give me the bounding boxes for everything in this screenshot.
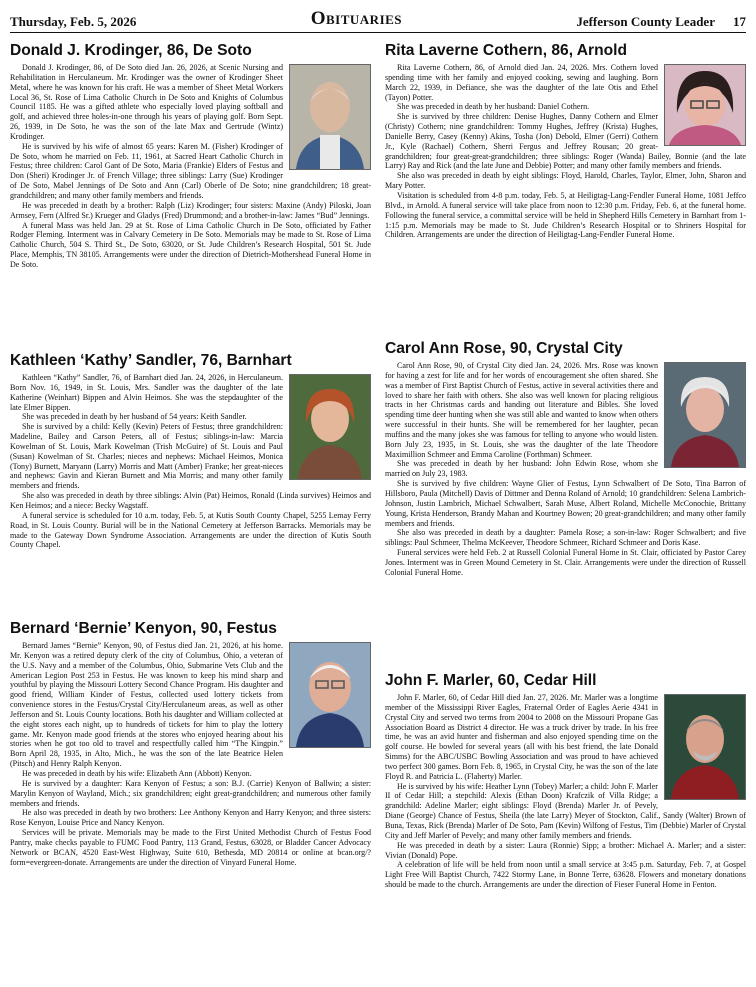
- portrait-photo: [289, 642, 371, 748]
- obituary-paragraph: She also was preceded in death by three siblings: Alvin (Pat) Heimos, Ronald (Linda survives) Heimos and Ken Heimos; and a niece: Becky Wagstaff.: [10, 491, 371, 510]
- obituary-body: [385, 361, 746, 578]
- obituary-paragraph: He is survived by his wife of almost 65 years: Karen M. (Fisher) Krodinger of De Soto, whom he married on Feb. 11, 1961, at Sacred Heart Catholic Church in Festus; three children: Carol Gant of De Soto, Maria (Frankie) Elders of Festus and Don (Sheri) Krodinger Jr. of French Village; three siblings: Larry (Sue) Krodinger of De Soto, Mabel Jennings of De Soto and Ann (Carl) Oberle of De Soto; nine grandchildren; 18 great-grandchildren; and many other family members and friends.: [10, 141, 371, 200]
- obituary-paragraph: She is survived by five children: Wayne Glier of Festus, Lynn Schwalbert of De Soto, Tina Barron of Hillsboro, Paula (Mitchell) Davis of Dittmer and Denna Roland of Arnold; 10 grandchildren: Selena Lambrich-Johnson, Justin Lambrich, Michael Schwalbert, Sarah Muse, Albert Roland, Michelle McConochie, Brittany Young, Krista Henderson, Brandy Mahan and Kourtney Bowen; 20 great-grandchildren; and many other family members and friends.: [385, 479, 746, 528]
- obituary-paragraph: Visitation is scheduled from 4-8 p.m. today, Feb. 5, at Heiligtag-Lang-Fendler Funeral Home, 1081 Jeffco Blvd., in Arnold. A funeral service will take place from noon to 12:30 p.m. Friday, Feb. 6, at the funeral home. Following the funeral service, a committal service will be held in Shepherd Hills Cemetery in Barnhart from 1-1:15 p.m. Memorials may be made to St. Jude Children’s Research Hospital or to Shriners Hospital for Children. Arrangements are under the direction of Heiligtag-Lang-Fendler Funeral Home.: [385, 190, 746, 240]
- obituary-paragraph: Funeral services were held Feb. 2 at Russell Colonial Funeral Home in St. Clair, officiated by Pastor Carey Jones. Interment was in Green Mound Cemetery in St. Clair. Arrangements were under the direction of Russell Colonial Funeral Home.: [385, 548, 746, 577]
- obituary-paragraph: He also was preceded in death by two brothers: Lee Anthony Kenyon and Harry Kenyon; and three sisters: Rose Kenyon, Louise Price and Nancy Kenyon.: [10, 808, 371, 828]
- obituary-body: [385, 693, 746, 890]
- obituary-paragraph: She is survived by a child: Kelly (Kevin) Peters of Festus; three grandchildren: Madeline, Bailey and Carson Peters, all of Festus; siblings-in-law: Marcia Kowelman of St. Louis, Mark Kowelman (Trish McGuire) of St. Louis and Paul (Susan) Kowelman of St. Charles; nieces and nephews: Michael Heimos, Monica (Tony) Burnett, Maryann (Larry) Morris and Matt (Amber) Franke; her great-nieces and nephews: Gavin and Kieran Burnett and Mia Morris; and many other family members and friends.: [10, 422, 283, 491]
- obituary-paragraph: A celebration of life will be held from noon until a small service at 3:45 p.m. Saturday, Feb. 7, at Gospel Light Free Will Baptist Church, 7422 Stormy Lane, in Bonne Terre, 63628. Flowers and monetary donations should be made to the church. Arrangements are under the direction of Fieser Funeral Home in Fenton.: [385, 860, 746, 890]
- obituary-paragraph: Bernard James “Bernie” Kenyon, 90, of Festus died Jan. 21, 2026, at his home. Mr. Kenyon was a retired deputy clerk of the city of Columbus, Ohio, a veteran of the U.S. Navy and a member of the Columbus, Ohio, Submarine Vets Club and the American Legion Post 253 in Festus. He was known to keep his mind sharp and youthful by playing the Missouri Lottery Second Chance Program. His daughter and good friend, William Kinder of Festus, collected used lottery tickets from convenience stores in the Festus/Crystal City/Herculaneum areas, as well as other Jefferson and St. Louis County locations. Both his daughter and William collected at the eight stores each night, up to hundreds of tickets for him to play the lottery game. Mr. Kenyon made good friends at the stores who enjoyed hearing about his stories when he got too old to travel and respectfully called him “The Kingpin.” Born April 28, 1935, in Alto, Mich., he was the son of the late Beatrice Helen (Pitsch) and Henry Ralph Kenyon.: [10, 641, 283, 769]
- portrait-photo: [664, 362, 746, 468]
- obituary-headline: Bernard ‘Bernie’ Kenyon, 90, Festus: [10, 620, 277, 637]
- obituary-paragraph: Donald J. Krodinger, 86, of De Soto died Jan. 26, 2026, at Scenic Nursing and Rehabilitation in Herculaneum. Mr. Krodinger was the owner of Krodinger Sheet Metal, where he was known for his craft. He was a member of Sheet Metal Workers Local 36, St. Rose of Lima Catholic Church in De Soto and Knights of Columbus Council 1185. He was a gifted athlete who especially loved playing softball and golf, and achieved three holes-in-one through his years of playing golf. Born Sept. 26, 1939, in De Soto, he was the son of the late Max and Gertrude (Wintz) Krodinger.: [10, 63, 283, 141]
- obituary-headline: John F. Marler, 60, Cedar Hill: [385, 672, 597, 689]
- obituary-body: [10, 373, 371, 550]
- obituary-sandler: [10, 351, 371, 613]
- obituary-paragraph: A funeral service is scheduled for 10 a.m. today, Feb. 5, at Kutis South County Chapel, 5255 Lemay Ferry Road, in St. Louis County. Burial will be in the National Cemetery at Jefferson Barracks. Memorials may be made to the Gateway Down Syndrome Association. Arrangements are under the direction of Kutis South County Chapel.: [10, 510, 371, 550]
- obituary-paragraph: She was preceded in death by her husband: Daniel Cothern.: [397, 102, 590, 112]
- issue-date: Thursday, Feb. 5, 2026: [10, 14, 137, 29]
- obituary-cothern: [385, 41, 746, 335]
- obituary-headline: Donald J. Krodinger, 86, De Soto: [10, 42, 252, 59]
- obituary-paragraph: He is survived by a daughter: Kara Kenyon of Festus; a son: B.J. (Carrie) Kenyon of Ballwin; a sister: Marylin Kenyon of Wayland, Mich.; six grandchildren; eight great-grandchildren; and numerous other family members and friends.: [10, 778, 371, 808]
- obituary-paragraph: Carol Ann Rose, 90, of Crystal City died Jan. 24, 2026. Mrs. Rose was known for having a zest for life and for her words of encouragement she often shared. She was a member of First Baptist Church of Festus, active in several activities there and loved to share her faith with others. She also was well known for placing religious tracts in her Christmas cards and handing out literature and Bibles. She loved spending time deer hunting when she was still able and wanted to know when others were successful in their hunts. She will be remembered for her laughter, pecan muffins and the many jokes she was famous for telling to anyone who would listen. Born July 23, 1935, in St. Louis, she was the daughter of the late Theodore Maximillion Schmeer and Emma Caroline (Forthman) Schmeer.: [385, 361, 658, 459]
- obituary-paragraph: He is survived by his wife: Heather Lynn (Tobey) Marler; a child: John F. Marler II of Cedar Hill; a stepchild: Alexis (Ethan Doon) Krafczik of Villa Ridge; a grandchild: Adeline Marler; eight siblings: Floyd (Brenda) Marler Jr. of Pevely, Diane (George) Chance of Festus, Sheila (the late Larry) Meyer of Stockton, Calif., Sandy (Walter) Brown of Buna, Texas, Rick (Brenda) Marler of De Soto, Pam (Kevin) Wilfong of Festus, Tim (Debbie) Marler of Crystal City and Jeff Marler of Pevely; and many other family members and friends.: [385, 781, 746, 840]
- obituary-paragraph: She also was preceded in death by eight siblings: Floyd, Harold, Charles, Taylor, Elmer, John, Sharon and Mary Potter.: [385, 171, 746, 191]
- right-column: [385, 41, 746, 983]
- obituary-body: [385, 63, 746, 240]
- header-right: [576, 14, 746, 30]
- obituary-rose: [385, 339, 746, 661]
- obituary-paragraph: Rita Laverne Cothern, 86, of Arnold died Jan. 24, 2026. Mrs. Cothern loved spending time with her family and enjoyed cooking, sewing and laughing. Born March 22, 1939, in Defiance, she was the daughter of the late Otis and Ethel (Tayon) Potter.: [385, 63, 658, 102]
- portrait-photo: [664, 64, 746, 146]
- obituary-paragraph: She was preceded in death by her husband: John Edwin Rose, whom she married on July 23, 1983.: [385, 459, 658, 479]
- obituary-body: [10, 641, 371, 867]
- paper-name: Jefferson County Leader: [576, 14, 715, 29]
- obituary-paragraph: A funeral Mass was held Jan. 29 at St. Rose of Lima Catholic Church in De Soto, officiated by Father Rodger Fleming. Interment was in Calvary Cemetery in De Soto. Memorials may be made to St. Rose of Lima Catholic Church, 504 S. Third St., De Soto, 63020, or St. Jude Children’s Research Hospital, 501 St. Jude Place, Memphis, TN 38105. Arrangements were under the direction of Dietrich-Mothershead Funeral Home in De Soto.: [10, 220, 371, 269]
- newspaper-page: [10, 4, 746, 979]
- obituary-headline: Kathleen ‘Kathy’ Sandler, 76, Barnhart: [10, 352, 292, 369]
- obituary-paragraph: She also was preceded in death by a daughter: Pamela Rose; a son-in-law: Roger Schwalbert; and five siblings: Paul Schmeer, Thelma McKeever, Theodore Schmeer, Richard Schmeer and Doris Kase.: [385, 528, 746, 548]
- obituary-headline: Rita Laverne Cothern, 86, Arnold: [385, 42, 628, 59]
- portrait-photo: [664, 694, 746, 800]
- obituary-paragraph: Kathleen “Kathy” Sandler, 76, of Barnhart died Jan. 24, 2026, in Herculaneum. Born Nov. 16, 1949, in St. Louis, Mrs. Sandler was the daughter of the late Katherine (Weinhart) Bippen and Alvin Heimos. She was the stepdaughter of the late Elmer Bippen.: [10, 373, 283, 412]
- obituary-paragraph: She was preceded in death by her husband of 54 years: Keith Sandler.: [22, 412, 247, 422]
- obituary-paragraph: John F. Marler, 60, of Cedar Hill died Jan. 27, 2026. Mr. Marler was a longtime member of the Mississippi River Eagles, Fraternal Order of Eagles Aerie 4341 in Crystal City and served two terms from 2004 to 2008 on the Missouri Propane Gas Association Board as District 4 director. He was a truck driver by trade. In his free time, he was an avid hunter and fisherman and also enjoyed spending time on the golf course. He bowled for several years (all with his best friend, the late Donald Simms) for the ABC/USBC Bowling Association and was proud to have achieved two perfect 300 games. Born Feb. 8, 1965, in Crystal City, he was the son of the late Floyd R. and Patricia L. (Flaherty) Marler.: [385, 693, 658, 781]
- obituary-headline: Carol Ann Rose, 90, Crystal City: [385, 340, 623, 357]
- obituary-marler: [385, 671, 746, 971]
- page-number: 17: [732, 14, 746, 29]
- columns: [10, 41, 746, 983]
- portrait-photo: [289, 64, 371, 170]
- portrait-photo: [289, 374, 371, 480]
- obituary-paragraph: She is survived by three children: Denise Hughes, Danny Cothern and Elmer (Christy) Cothern; nine grandchildren: Tommy Hughes, Jeffrey (Krista) Hughes, Danielle Berry, Casey (Kenny) Akins, Tosha (Jon) Debold, Elmer (Gerri) Cothern Jr., Kyle (Rachael) Cothern, Sherri Fergus and Jeffrey Rousan; 20 great-grandchildren; four great-great-grandchildren; three siblings: Roger (Wanda) Bailey, Bonnie (and the late Larry) Ray and Rick (and the late June and Debbie) Potter; and many other family members and friends.: [385, 112, 746, 171]
- obituary-paragraph: Services will be private. Memorials may be made to the First United Methodist Church of Festus Food Pantry, make checks payable to FUMC Food Pantry, 113 Grand, Festus, 63028, or Bladder Cancer Advocacy Network or BCAN, 4520 East-West Highway, Suite 610, Bethesda, MD 20814 or online at bcan.org/?form=evergreen-donate. Arrangements are under the direction of Vinyard Funeral Home.: [10, 828, 371, 867]
- obituary-body: [10, 63, 371, 270]
- obituary-paragraph: He was preceded in death by a sister: Laura (Ronnie) Sipp; a brother: Michael A. Marler; and a sister: Vivian (Donald) Pope.: [385, 840, 746, 860]
- page-header: [10, 4, 746, 33]
- obituary-kenyon: [10, 619, 371, 979]
- left-column: [10, 41, 371, 983]
- section-title: Obituaries: [310, 8, 403, 29]
- obituary-paragraph: He was preceded in death by his wife: Elizabeth Ann (Abbott) Kenyon.: [22, 768, 252, 778]
- obituary-krodinger: [10, 41, 371, 347]
- obituary-paragraph: He was preceded in death by a brother: Ralph (Liz) Krodinger; four sisters: Maxine (Andy) Piloski, Joan Armsey, Fern (Alfred Sr.) Krueger and Gladys (Fred) Drummond; and a brother-in-law: James “Bud” Jennings.: [10, 200, 371, 220]
